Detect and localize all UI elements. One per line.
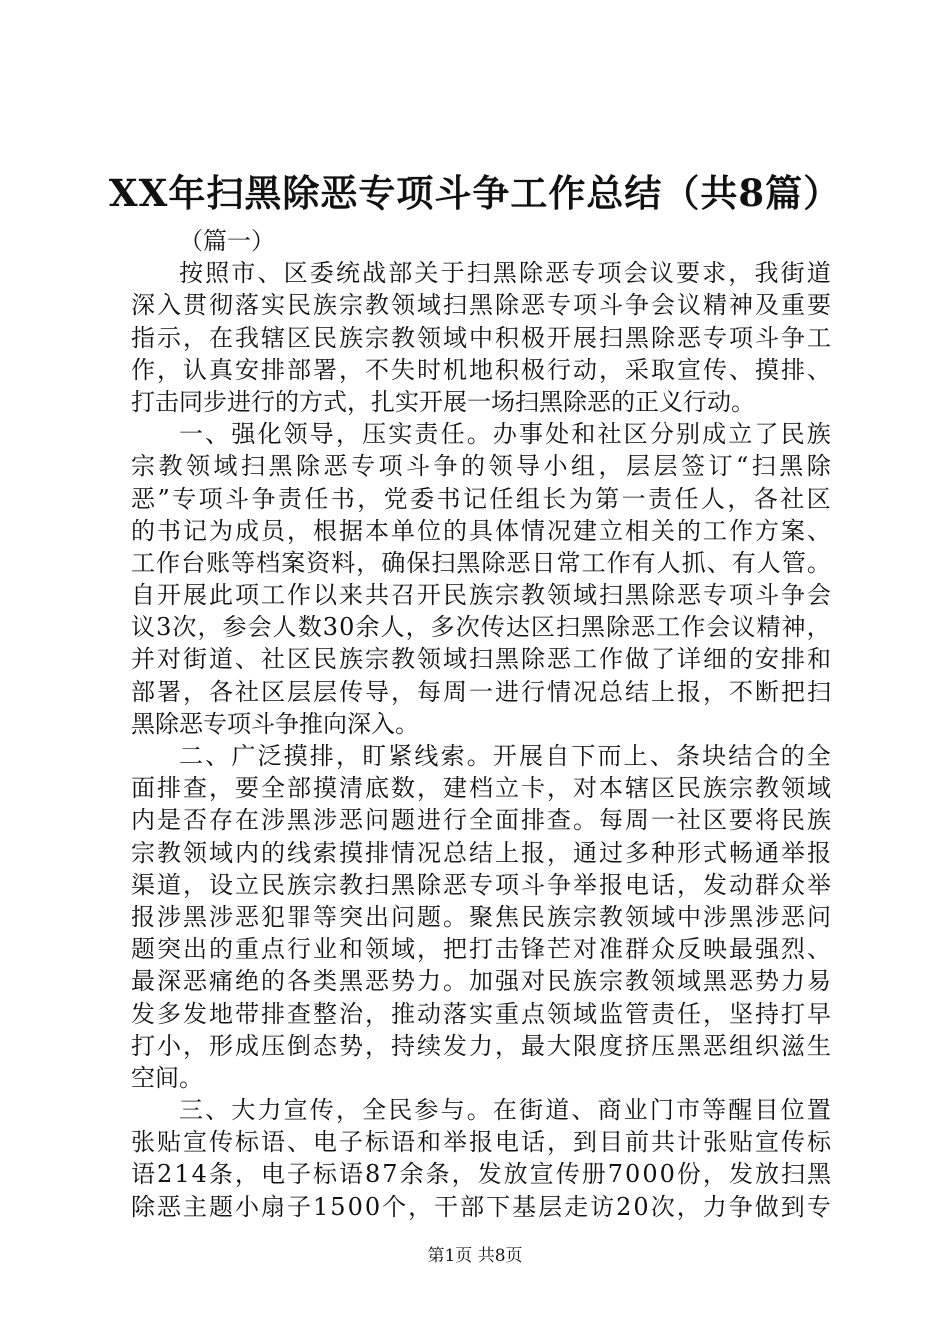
paragraph-line: 面 排 查 ， 要 全 部 摸 清 底 数 ， 建 档 立 卡 ， 对 本 辖 区 民 族 宗 教 领 域 [131, 774, 831, 803]
paragraph-line: 空间。 [131, 1063, 203, 1092]
paragraph-line: 渠 道 ， 设 立 民 族 宗 教 扫 黑 除 恶 专 项 斗 争 举 报 电 话 ， 发 动 群 众 举 [131, 870, 831, 899]
section-label: （篇一） [179, 227, 275, 255]
document-body [131, 225, 831, 1223]
paragraph-line: 题 突 出 的 重 点 行 业 和 领 域 ， 把 打 击 锋 芒 对 准 群 众 反 映 最 强 烈 、 [131, 935, 831, 964]
paragraph-line: 恶 ” 专 项 斗 争 责 任 书 ， 党 委 书 记 任 组 长 为 第 一 责 任 人 ， 各 社 区 [131, 484, 831, 513]
paragraph-line: 打 小 ， 形 成 压 倒 态 势 ， 持 续 发 力 ， 最 大 限 度 挤 压 黑 恶 组 织 滋 生 [131, 1031, 831, 1060]
paragraph-line: 发 多 发 地 带 排 查 整 治 ， 推 动 落 实 重 点 领 域 监 管 责 任 ， 坚 持 打 早 [131, 999, 831, 1028]
paragraph-line: 宗 教 领 域 扫 黑 除 恶 专 项 斗 争 的 领 导 小 组 ， 层 层 签 订 “ 扫 黑 除 [131, 452, 831, 481]
page-number-footer: 第1页 共8页 [427, 1246, 523, 1266]
paragraph-line: 深 入 贯 彻 落 实 民 族 宗 教 领 域 扫 黑 除 恶 专 项 斗 争 会 议 精 神 及 重 要 [131, 291, 831, 320]
paragraph-line: 作 ， 认 真 安 排 部 署 ， 不 失 时 机 地 积 极 行 动 ， 采 取 宣 传 、 摸 排 、 [131, 355, 831, 384]
paragraph-line: 工 作 台 账 等 档 案 资 料 ， 确 保 扫 黑 除 恶 日 常 工 作 有 人 抓 、 有 人 管 。 [131, 548, 831, 577]
paragraph-line: 的 书 记 为 成 员 ， 根 据 本 单 位 的 具 体 情 况 建 立 相 关 的 工 作 方 案 、 [131, 516, 831, 545]
paragraph-line: 黑除恶专项斗争推向深入。 [131, 709, 419, 738]
paragraph-line: 议 3 次 ， 参 会 人 数 3 0 余 人 ， 多 次 传 达 区 扫 黑 除 恶 工 作 会 议 精 神 ， [131, 613, 831, 642]
paragraph-line: 并 对 街 道 、 社 区 民 族 宗 教 领 域 扫 黑 除 恶 工 作 做 了 详 细 的 安 排 和 [131, 645, 831, 674]
paragraph-line: 报 涉 黑 涉 恶 犯 罪 等 突 出 问 题 。 聚 焦 民 族 宗 教 领 域 中 涉 黑 涉 恶 问 [131, 902, 831, 931]
paragraph-line: 宗 教 领 域 内 的 线 索 摸 排 情 况 总 结 上 报 ， 通 过 多 种 形 式 畅 通 举 报 [131, 838, 831, 867]
paragraph-line: 内 是 否 存 在 涉 黑 涉 恶 问 题 进 行 全 面 排 查 。 每 周 一 社 区 要 将 民 族 [131, 806, 831, 835]
paragraph-line: 一 、 强 化 领 导 ， 压 实 责 任 。 办 事 处 和 社 区 分 别 成 立 了 民 族 [179, 420, 831, 449]
paragraph-line: 三 、 大 力 宣 传 ， 全 民 参 与 。 在 街 道 、 商 业 门 市 等 醒 目 位 置 [179, 1096, 831, 1125]
paragraph-line: 张 贴 宣 传 标 语 、 电 子 标 语 和 举 报 电 话 ， 到 目 前 共 计 张 贴 宣 传 标 [131, 1128, 831, 1157]
paragraph-line: 语 2 1 4 条 ， 电 子 标 语 8 7 余 条 ， 发 放 宣 传 册 7 0 0 0 份 ， 发 放 扫 黑 [131, 1160, 831, 1189]
paragraph-line: 打击同步进行的方式，扎实开展一场扫黑除恶的正义行动。 [131, 387, 755, 416]
paragraph-line: 指 示 ， 在 我 辖 区 民 族 宗 教 领 域 中 积 极 开 展 扫 黑 除 恶 专 项 斗 争 工 [131, 323, 831, 352]
paragraph-line: 部 署 ， 各 社 区 层 层 传 导 ， 每 周 一 进 行 情 况 总 结 上 报 ， 不 断 把 扫 [131, 677, 831, 706]
paragraph-line: 自 开 展 此 项 工 作 以 来 共 召 开 民 族 宗 教 领 域 扫 黑 除 恶 专 项 斗 争 会 [131, 581, 831, 610]
paragraph-line: 最 深 恶 痛 绝 的 各 类 黑 恶 势 力 。 加 强 对 民 族 宗 教 领 域 黑 恶 势 力 易 [131, 967, 831, 996]
paragraph-line: 二 、 广 泛 摸 排 ， 盯 紧 线 索 。 开 展 自 下 而 上 、 条 块 结 合 的 全 [179, 742, 831, 770]
paragraph-line: 除 恶 主 题 小 扇 子 1 5 0 0 个 ， 干 部 下 基 层 走 访 2 0 次 ， 力 争 做 到 专 [131, 1192, 831, 1221]
paragraph-line: 按 照 市 、 区 委 统 战 部 关 于 扫 黑 除 恶 专 项 会 议 要 求 ， 我 街 道 [179, 259, 831, 288]
document-title: XX年扫黑除恶专项斗争工作总结（共8篇） [108, 171, 842, 215]
